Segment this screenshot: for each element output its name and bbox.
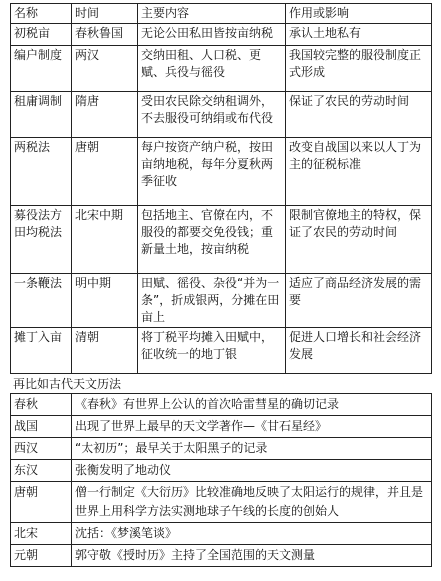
header-cell: 主要内容: [138, 4, 286, 24]
table-cell: 承认土地私有: [286, 24, 432, 46]
table-cell: 租庸调制: [11, 92, 72, 138]
table-cell: “太初历”；最早关于太阳黑子的记录: [72, 438, 432, 460]
table-cell: 出现了世界上最早的天文学著作—《甘石星经》: [72, 416, 432, 438]
table-row: [11, 438, 432, 460]
table-header-row: [11, 4, 432, 24]
astronomy-table: [10, 393, 432, 567]
table-cell: 春秋: [11, 394, 72, 416]
table-cell: 无论公田私田皆按亩纳税: [138, 24, 286, 46]
table-row: [11, 46, 432, 92]
table-cell: 北宋: [11, 523, 72, 545]
header-cell: 时间: [72, 4, 138, 24]
table-cell: 隋唐: [72, 92, 138, 138]
table-cell: 每户按资产纳户税，按田亩纳地税，每年分夏秋两季征收: [138, 138, 286, 206]
table-cell: 初税亩: [11, 24, 72, 46]
table-cell: 战国: [11, 416, 72, 438]
section-caption: 再比如古代天文历法: [13, 377, 122, 391]
table-cell: 东汉: [11, 460, 72, 482]
table-cell: 限制官僚地主的特权，保证了农民的劳动时间: [286, 206, 432, 274]
table-row: [11, 274, 432, 328]
header-cell: 名称: [11, 4, 72, 24]
table-cell: 《春秋》有世界上公认的首次哈雷彗星的确切记录: [72, 394, 432, 416]
header-cell: 作用或影响: [286, 4, 432, 24]
table-cell: 沈括：《梦溪笔谈》: [72, 523, 432, 545]
table-cell: 适应了商品经济发展的需要: [286, 274, 432, 328]
table-cell: 改变自战国以来以人丁为主的征税标准: [286, 138, 432, 206]
table-cell: 摊丁入亩: [11, 328, 72, 374]
table-cell: 两汉: [72, 46, 138, 92]
table-cell: 将丁税平均摊入田赋中，征收统一的地丁银: [138, 328, 286, 374]
table-row: [11, 328, 432, 374]
table-cell: 唐朝: [11, 482, 72, 523]
table-row: [11, 460, 432, 482]
tax-reform-table: [10, 3, 432, 374]
table-cell: 春秋鲁国: [72, 24, 138, 46]
table-row: [11, 416, 432, 438]
document-page: [10, 3, 431, 567]
table-cell: 田赋、徭役、杂役“并为一条”，折成银两，分摊在田亩上: [138, 274, 286, 328]
table-cell: 包括地主、官僚在内，不服役的都要交免役钱；重新量土地，按亩纳税: [138, 206, 286, 274]
table-cell: 北宋中期: [72, 206, 138, 274]
table-row: [11, 545, 432, 567]
table-cell: 清朝: [72, 328, 138, 374]
table-cell: 促进人口增长和社会经济发展: [286, 328, 432, 374]
table-row: [11, 206, 432, 274]
table-row: [11, 24, 432, 46]
table-cell: 西汉: [11, 438, 72, 460]
table-cell: 受田农民除交纳租调外，不去服役可纳绢或布代役: [138, 92, 286, 138]
table-row: [11, 482, 432, 523]
table-cell: 元朝: [11, 545, 72, 567]
table-row: [11, 394, 432, 416]
table-cell: 交纳田租、人口税、更赋、兵役与徭役: [138, 46, 286, 92]
table-cell: 我国较完整的服役制度正式形成: [286, 46, 432, 92]
table-cell: 编户制度: [11, 46, 72, 92]
table-cell: 保证了农民的劳动时间: [286, 92, 432, 138]
table-row: [11, 138, 432, 206]
table-cell: 明中期: [72, 274, 138, 328]
table-cell: 募役法方田均税法: [11, 206, 72, 274]
table-row: [11, 523, 432, 545]
table-cell: 两税法: [11, 138, 72, 206]
table-cell: 僧一行制定《大衍历》比较准确地反映了太阳运行的规律，并且是世界上用科学方法实测地球子午线的长度的创始人: [72, 482, 432, 523]
table-cell: 张衡发明了地动仪: [72, 460, 432, 482]
table-cell: 郭守敬《授时历》主持了全国范围的天文测量: [72, 545, 432, 567]
table-cell: 唐朝: [72, 138, 138, 206]
table-row: [11, 92, 432, 138]
table-cell: 一条鞭法: [11, 274, 72, 328]
